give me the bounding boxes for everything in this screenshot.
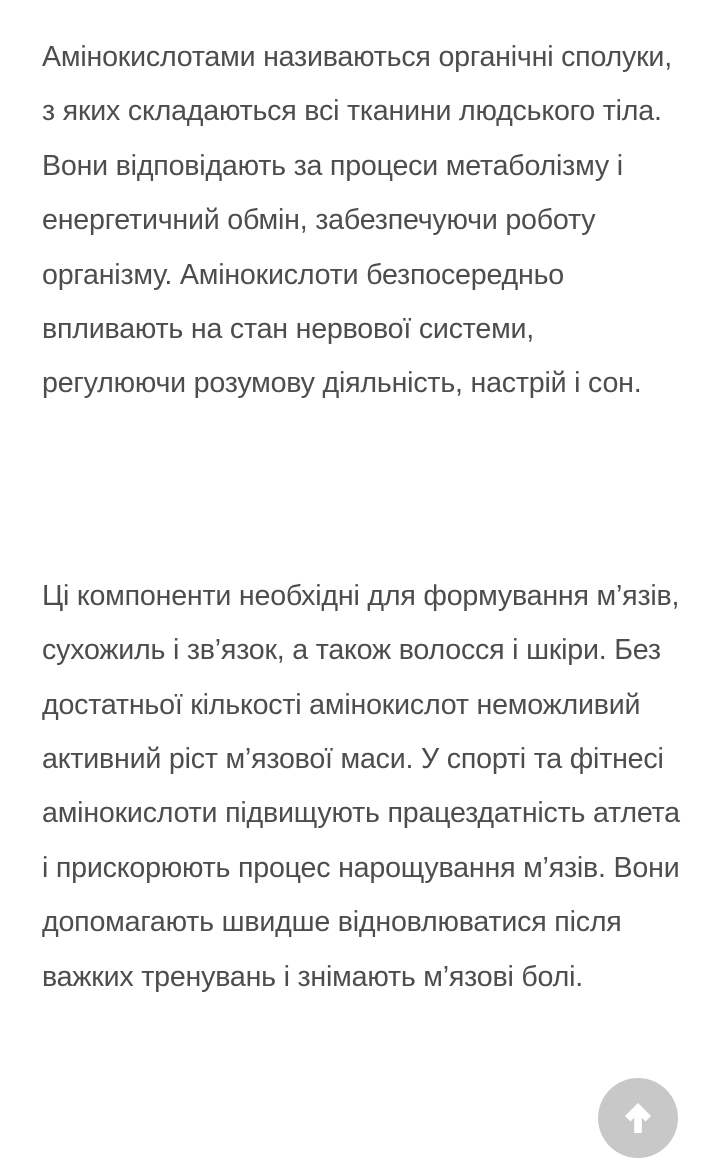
- article-body: [42, 30, 682, 1004]
- article-paragraph: Ці компоненти необхідні для формування м’язів, сухожиль і зв’язок, а також волосся і шкіри. Без достатньої кількості амінокислот неможливий активний ріст м’язової маси. У спорті та фітнесі амінокислоти підвищують працездатність атлета і прискорюють процес нарощування м’язів. Вони допомагають швидше відновлюватися після важких тренувань і знімають м’язові болі.: [42, 579, 680, 993]
- arrow-up-icon: [623, 1101, 653, 1135]
- scroll-to-top-button[interactable]: [598, 1078, 678, 1158]
- article-paragraph: Амінокислотами називаються органічні сполуки, з яких складаються всі тканини людського тіла. Вони відповідають за процеси метаболізму і енергетичний обмін, забезпечуючи роботу організму. Амінокислоти безпосередньо впливають на стан нервової системи, регулюючи розумову діяльність, настрій і сон.: [42, 41, 672, 400]
